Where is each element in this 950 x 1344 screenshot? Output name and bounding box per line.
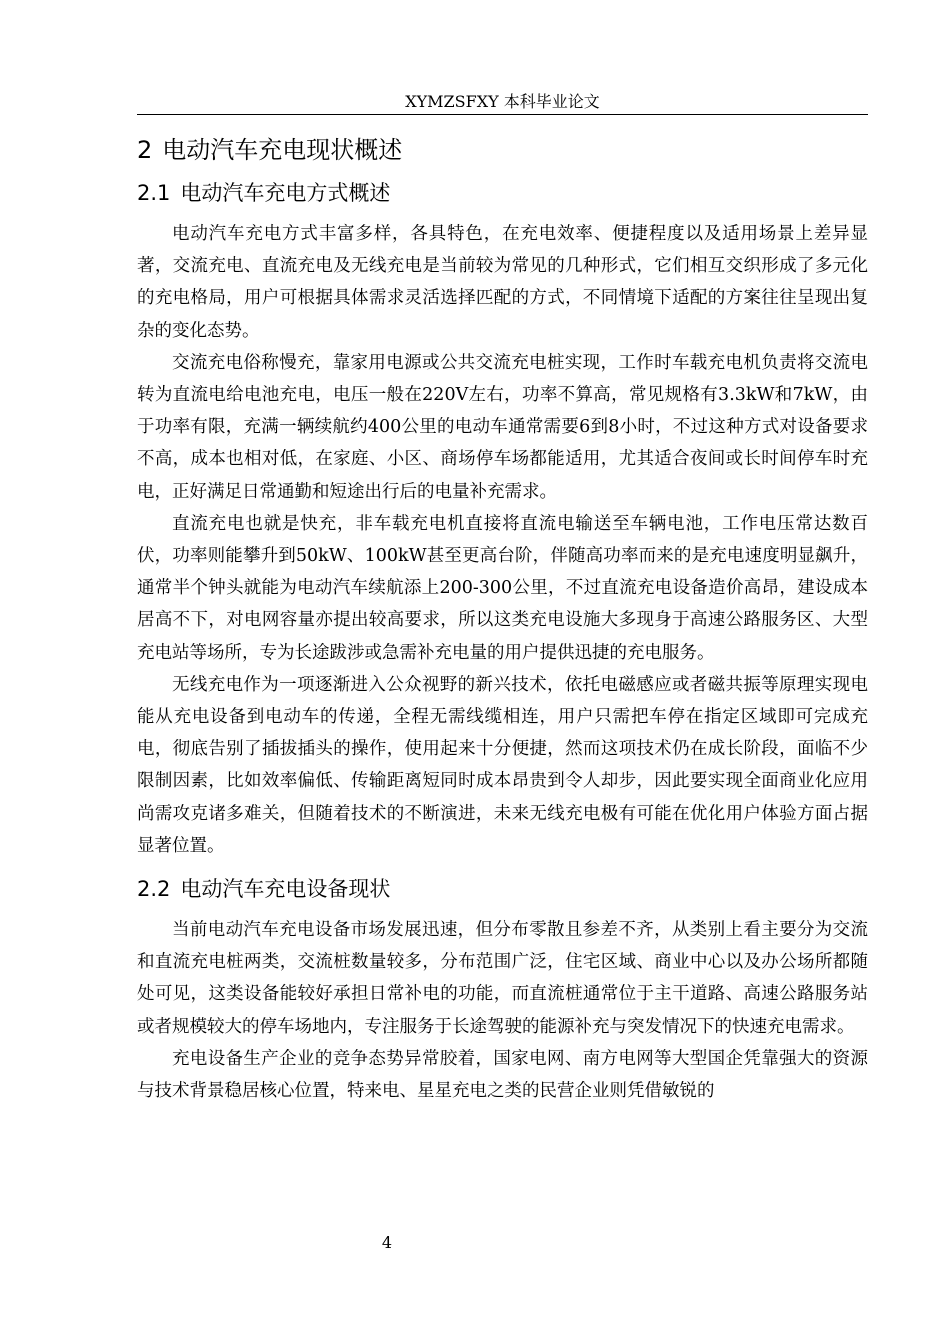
chapter-number: 2 [137, 136, 153, 164]
section-heading-2-2 [137, 874, 868, 904]
section-number: 2.1 [137, 181, 171, 205]
page-number: 4 [381, 1233, 393, 1252]
chapter-title: 电动汽车充电现状概述 [162, 136, 403, 164]
paragraph: 当前电动汽车充电设备市场发展迅速，但分布零散且参差不齐，从类别上看主要分为交流和直流充电桩两类，交流桩数量较多，分布范围广泛，住宅区域、商业中心以及办公场所都随处可见，这类设备能较好承担日常补电的功能，而直流桩通常位于主干道路、高速公路服务站或者规模较大的停车场地内，专注服务于长途驾驶的能源补充与突发情况下的快速充电需求。 [137, 920, 868, 1037]
section-heading-2-1 [137, 178, 868, 208]
page-content [137, 128, 868, 1107]
page-header: XYMZSFXY 本科毕业论文 [405, 92, 600, 111]
paragraph: 无线充电作为一项逐渐进入公众视野的新兴技术，依托电磁感应或者磁共振等原理实现电能从充电设备到电动车的传递，全程无需线缆相连，用户只需把车停在指定区域即可完成充电，彻底告别了插拔插头的操作，使用起来十分便捷，然而这项技术仍在成长阶段，面临不少限制因素，比如效率偏低、传输距离短同时成本昂贵到令人却步，因此要实现全面商业化应用尚需攻克诸多难关，但随着技术的不断演进，未来无线充电极有可能在优化用户体验方面占据显著位置。 [137, 674, 868, 856]
header-rule [137, 114, 868, 115]
paragraph: 电动汽车充电方式丰富多样，各具特色，在充电效率、便捷程度以及适用场景上差异显著，交流充电、直流充电及无线充电是当前较为常见的几种形式，它们相互交织形成了多元化的充电格局，用户可根据具体需求灵活选择匹配的方式，不同情境下适配的方案往往呈现出复杂的变化态势。 [137, 224, 868, 341]
section-number: 2.2 [137, 877, 171, 902]
chapter-heading [137, 134, 868, 166]
paragraph: 交流充电俗称慢充，靠家用电源或公共交流充电桩实现，工作时车载充电机负责将交流电转为直流电给电池充电，电压一般在220V左右，功率不算高，常见规格有3.3kW和7kW，由于功率有限，充满一辆续航约400公里的电动车通常需要6到8小时，不过这种方式对设备要求不高，成本也相对低，在家庭、小区、商场停车场都能适用，尤其适合夜间或长时间停车时充电，正好满足日常通勤和短途出行后的电量补充需求。 [137, 352, 868, 502]
paragraph: 直流充电也就是快充，非车载充电机直接将直流电输送至车辆电池，工作电压常达数百伏，功率则能攀升到50kW、100kW甚至更高台阶，伴随高功率而来的是充电速度明显飙升，通常半个钟头就能为电动汽车续航添上200-300公里，不过直流充电设备造价高昂，建设成本居高不下，对电网容量亦提出较高要求，所以这类充电设施大多现身于高速公路服务区、大型充电站等场所，专为长途跋涉或急需补充电量的用户提供迅捷的充电服务。 [137, 513, 868, 663]
section-title: 电动汽车充电方式概述 [180, 181, 391, 205]
section-title: 电动汽车充电设备现状 [180, 877, 391, 902]
paragraph: 充电设备生产企业的竞争态势异常胶着，国家电网、南方电网等大型国企凭靠强大的资源与技术背景稳居核心位置，特来电、星星充电之类的民营企业则凭借敏锐的 [137, 1048, 868, 1102]
